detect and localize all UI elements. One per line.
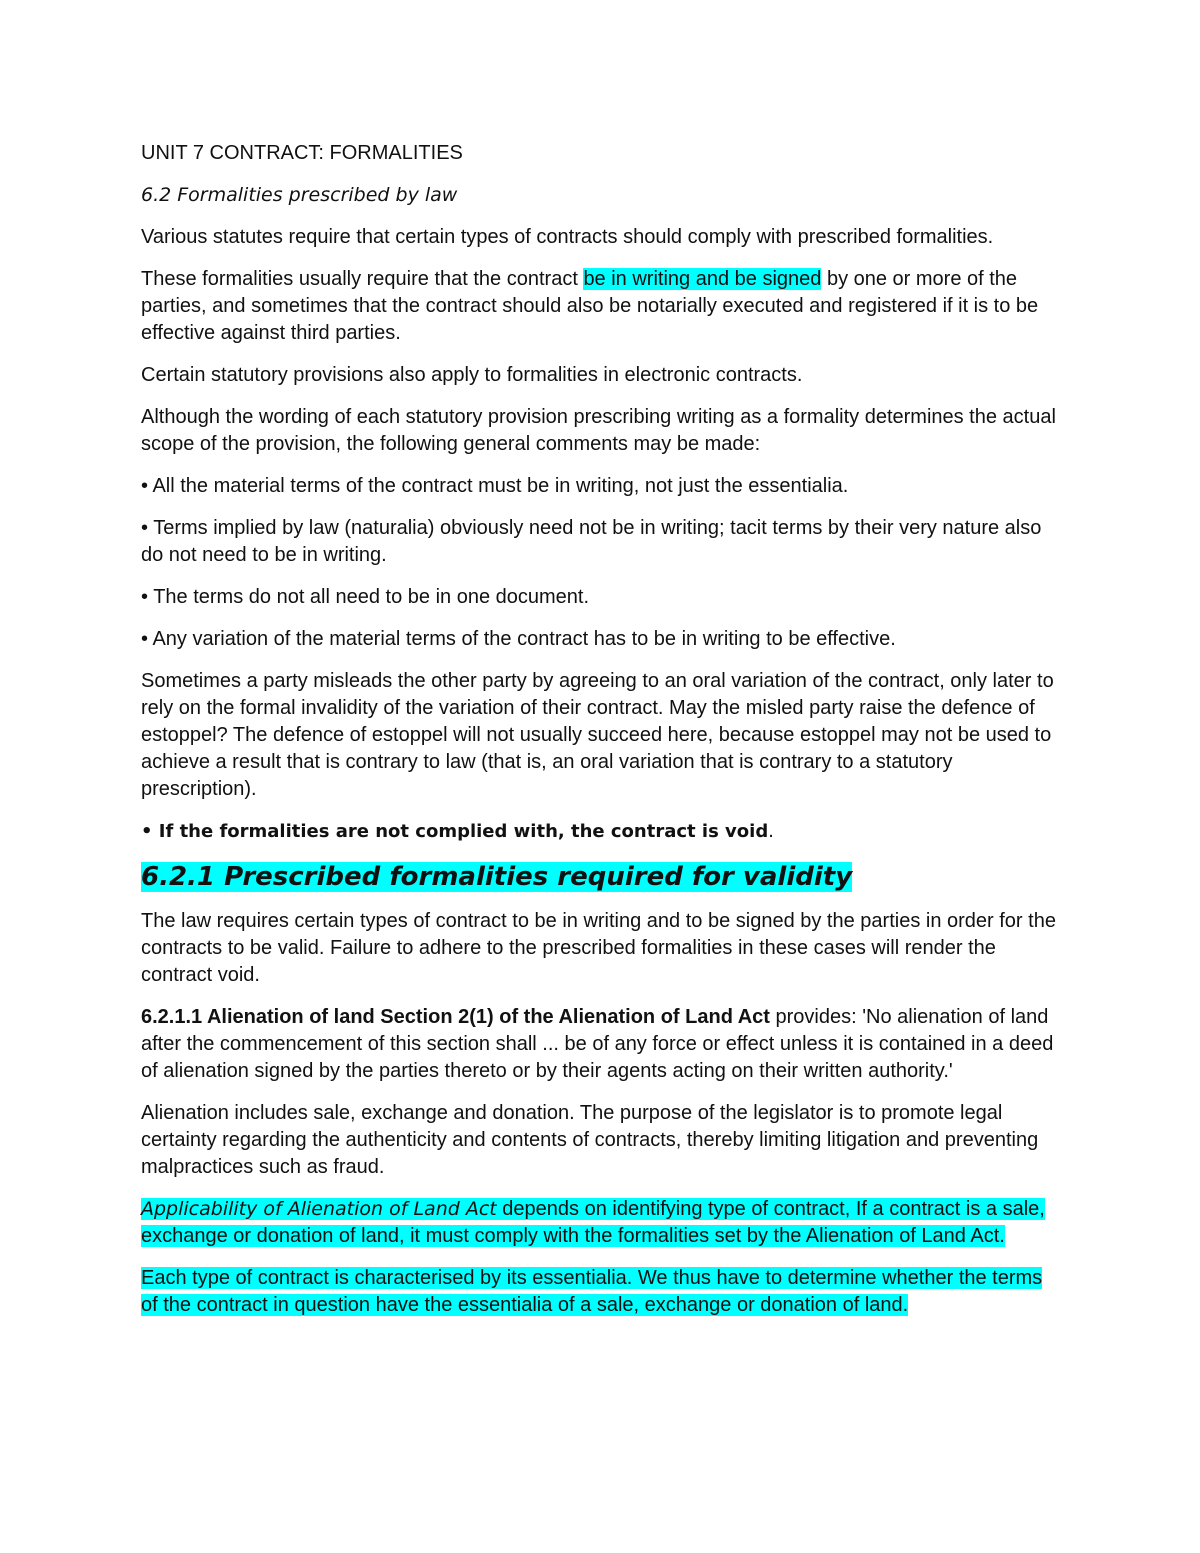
subheading-validity <box>141 860 1061 894</box>
paragraph-applicability <box>141 1196 1061 1250</box>
list-item: • Terms implied by law (naturalia) obviously need not be in writing; tacit terms by their very nature also do not need to be in writing. <box>141 517 1042 566</box>
paragraph-estoppel: Sometimes a party misleads the other party by agreeing to an oral variation of the contract, only later to rely on the formal invalidity of the variation of their contract. May the misled party raise the defence of estoppel? The defence of estoppel will not usually succeed here, because estoppel may not be used to achieve a result that is contrary to law (that is, an oral variation that is contrary to a statutory prescription). <box>141 670 1054 800</box>
paragraph-law-requires: The law requires certain types of contract to be in writing and to be signed by the parties in order for the contracts to be valid. Failure to adhere to the prescribed formalities in these cases will render the contract void. <box>141 910 1056 986</box>
void-bullet-end: . <box>768 820 774 842</box>
list-item: • All the material terms of the contract must be in writing, not just the essentialia. <box>141 475 849 497</box>
applicability-italic: Applicability of Alienation of Land Act <box>141 1198 497 1220</box>
paragraph-formalities-end: by one or more of the parties, and sometimes that the contract should also be notarially executed and registered if it is to be effective against third parties. <box>141 268 1039 344</box>
paragraph-alienation-includes: Alienation includes sale, exchange and donation. The purpose of the legislator is to promote legal certainty regarding the authenticity and contents of contracts, thereby limiting litigation and preventing malpractices such as fraud. <box>141 1102 1039 1178</box>
void-bullet <box>141 818 1061 845</box>
unit-title: UNIT 7 CONTRACT: FORMALITIES <box>141 142 463 164</box>
highlight-writing-signed: be in writing and be signed <box>583 268 822 290</box>
list-item: • Any variation of the material terms of the contract has to be in writing to be effective. <box>141 628 896 650</box>
paragraph-essentialia <box>141 1265 1061 1319</box>
alienation-heading: 6.2.1.1 Alienation of land Section 2(1) of the Alienation of Land Act <box>141 1006 770 1028</box>
paragraph-alienation-section <box>141 1004 1061 1085</box>
list-item: • The terms do not all need to be in one document. <box>141 586 590 608</box>
void-bullet-bold: • If the formalities are not complied with, the contract is void <box>141 821 769 842</box>
paragraph-general-comments: Although the wording of each statutory provision prescribing writing as a formality determines the actual scope of the provision, the following general comments may be made: <box>141 406 1056 455</box>
alienation-quote: provides: 'No alienation of land after the commencement of this section shall ... be of any force or effect unless it is contained in a deed of alienation signed by the parties thereto or by their agents acting on their written authority.' <box>141 1006 1054 1082</box>
applicability-rest: depends on identifying type of contract, If a contract is a sale, exchange or donation of land, it must comply with the formalities set by the Alienation of Land Act. <box>141 1198 1045 1247</box>
paragraph-electronic: Certain statutory provisions also apply to formalities in electronic contracts. <box>141 364 803 386</box>
document-page <box>141 140 1061 1334</box>
paragraph-formalities <box>141 266 1061 347</box>
section-heading: 6.2 Formalities prescribed by law <box>141 184 458 206</box>
paragraph-statutes: Various statutes require that certain types of contracts should comply with prescribed formalities. <box>141 226 994 248</box>
essentialia-text: Each type of contract is characterised by its essentialia. We thus have to determine whether the terms of the contract in question have the essentialia of a sale, exchange or donation of land. <box>141 1267 1043 1316</box>
subheading-text: 6.2.1 Prescribed formalities required for validity <box>141 862 853 892</box>
paragraph-formalities-start: These formalities usually require that the contract <box>141 268 584 290</box>
